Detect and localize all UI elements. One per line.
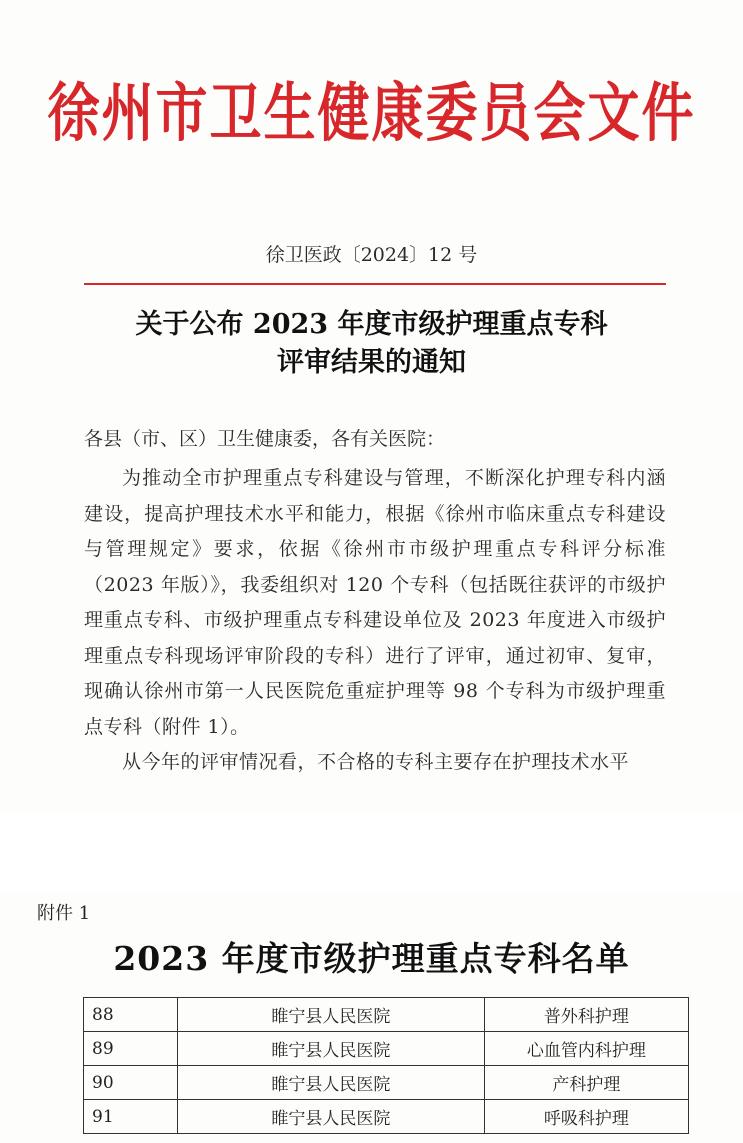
row-number: 89	[84, 1032, 178, 1066]
notice-title-line-1: 关于公布 2023 年度市级护理重点专科	[135, 309, 608, 340]
notice-title	[0, 306, 743, 382]
table-row	[84, 1032, 689, 1066]
specialty-name: 呼吸科护理	[484, 1100, 688, 1134]
attachment-label: 附件 1	[37, 903, 91, 924]
hospital-name: 睢宁县人民医院	[178, 998, 485, 1032]
masthead-title: 徐州市卫生健康委员会文件	[47, 77, 696, 152]
attachment-title: 2023 年度市级护理重点专科名单	[113, 939, 630, 978]
salutation: 各县（市、区）卫生健康委，各有关医院：	[84, 428, 446, 450]
hospital-name: 睢宁县人民医院	[178, 1032, 485, 1066]
specialty-name: 产科护理	[484, 1066, 688, 1100]
row-number: 88	[84, 998, 178, 1032]
specialty-table	[83, 997, 689, 1134]
table-row	[84, 1066, 689, 1100]
specialty-name: 心血管内科护理	[484, 1032, 688, 1066]
document-number: 徐卫医政〔2024〕12 号	[265, 244, 478, 266]
page-gap	[0, 812, 743, 892]
red-divider-line	[84, 283, 666, 285]
hospital-name: 睢宁县人民医院	[178, 1066, 485, 1100]
body-paragraph-2: 从今年的评审情况看，不合格的专科主要存在护理技术水平	[122, 751, 630, 773]
table-row	[84, 998, 689, 1032]
body-paragraph-1: 为推动全市护理重点专科建设与管理，不断深化护理专科内涵建设，提高护理技术水平和能力，根据《徐州市临床重点专科建设与管理规定》要求，依据《徐州市市级护理重点专科评分标准（2023 年版）》，我委组织对 120 个专科（包括既往获评的市级护理重点专科、市级护理重点专科建设单位及 2023 年度进入市级护理重点专科现场评审阶段的专科）进行了评审，通过初审、复审，现确认徐州市第一人民医院危重症护理等 98 个专科为市级护理重点专科（附件 1）。	[84, 467, 666, 738]
notice-title-line-2: 评审结果的通知	[277, 347, 466, 378]
notice-body	[84, 461, 666, 781]
table-row	[84, 1100, 689, 1134]
row-number: 91	[84, 1100, 178, 1134]
specialty-name: 普外科护理	[484, 998, 688, 1032]
hospital-name: 睢宁县人民医院	[178, 1100, 485, 1134]
row-number: 90	[84, 1066, 178, 1100]
